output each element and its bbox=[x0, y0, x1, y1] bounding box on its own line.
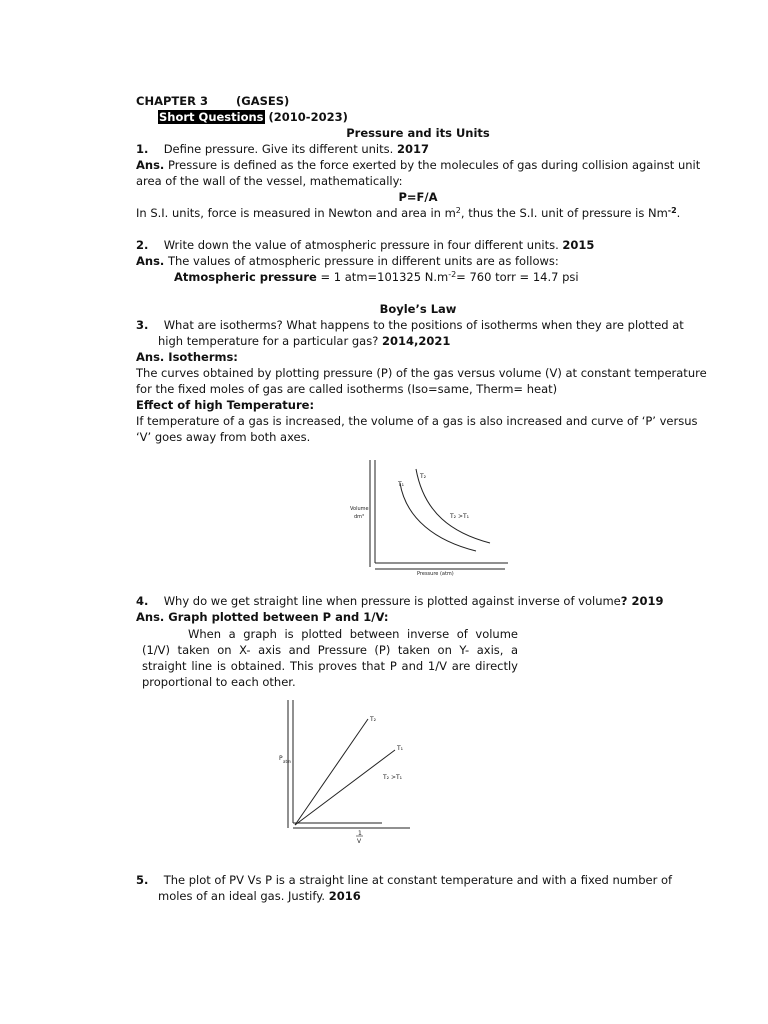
effect-line2: ‘V’ goes away from both axes. bbox=[136, 430, 311, 444]
pressure-vs-inverse-volume-figure bbox=[270, 695, 430, 850]
fig2-ylabel-sub: atm bbox=[283, 759, 291, 764]
fig1-t2-label: T₂ bbox=[420, 473, 427, 480]
answer-3-line2: for the fixed moles of gas are called isotherms (Iso=same, Therm= heat) bbox=[136, 382, 558, 396]
question-5-year: 2016 bbox=[328, 889, 361, 903]
atmospheric-pressure-values: Atmospheric pressure = 1 atm=101325 $N.m^{-2}= 760$ torr = 14.7 psi bbox=[174, 270, 579, 284]
fig1-ylabel-line2: dm³ bbox=[354, 514, 365, 520]
question-4-year: ? 2019 bbox=[620, 594, 664, 608]
fig2-line-t2 bbox=[295, 719, 368, 825]
fig2-t2-label: T₂ bbox=[370, 716, 377, 723]
answer-3-heading: Ans. Isotherms: bbox=[136, 350, 238, 364]
question-4-text: Why do we get straight line when pressure is plotted against inverse of volume bbox=[163, 594, 621, 608]
isotherm-figure bbox=[340, 455, 520, 580]
section-years: (2010-2023) bbox=[268, 110, 348, 124]
fig1-xlabel: Pressure (atm) bbox=[417, 571, 454, 577]
pressure-formula: P=F/A bbox=[398, 190, 438, 204]
answer-1-line1: Ans. Pressure is defined as the force exerted by the molecules of gas during collision against unit bbox=[136, 158, 701, 172]
fig2-relation-label: T₂ >T₁ bbox=[383, 774, 403, 781]
answer-2: Ans. The values of atmospheric pressure in different units are as follows: bbox=[136, 254, 559, 268]
answer-1-line2: area of the wall of the vessel, mathematically: bbox=[136, 174, 403, 188]
topic-title-pressure: Pressure and its Units bbox=[346, 126, 490, 140]
fig2-x-denominator: V bbox=[357, 838, 362, 845]
question-1-year: 2017 bbox=[396, 142, 429, 156]
question-2-text: Write down the value of atmospheric pressure in four different units. bbox=[163, 238, 559, 252]
question-5-line2: moles of an ideal gas. Justify. 2016 bbox=[158, 889, 361, 903]
fig2-ylabel: P bbox=[279, 755, 283, 762]
fig1-t1-label: T₁ bbox=[398, 481, 405, 488]
answer-1-units: In S.I. units, force is measured in Newton and area in $m^2$, thus the S.I. unit of pressure is $Nm^{-2}$. bbox=[136, 206, 681, 220]
fig1-ylabel-line1: Volume bbox=[350, 506, 369, 512]
section-heading bbox=[158, 109, 348, 125]
chapter-title: (GASES) bbox=[236, 94, 290, 108]
question-1: 1. Define pressure. Give its different units. 2017 bbox=[136, 142, 429, 156]
chapter-heading bbox=[136, 93, 289, 109]
question-4: 4. Why do we get straight line when pressure is plotted against inverse of volume? 2019 bbox=[136, 594, 664, 608]
question-3-line1: 3. What are isotherms? What happens to the positions of isotherms when they are plotted at bbox=[136, 318, 684, 332]
question-3-line2: high temperature for a particular gas? 2014,2021 bbox=[158, 334, 451, 348]
answer-4-paragraph: When a graph is plotted between inverse of volume (1/V) taken on X- axis and Pressure (P) taken on Y- axis, a straight line is obtained. This proves that P and 1/V are directly proportional to each other. bbox=[142, 627, 518, 689]
question-5-line1: 5. The plot of PV Vs P is a straight line at constant temperature and with a fixed number of bbox=[136, 873, 673, 887]
question-3-year: 2014,2021 bbox=[381, 334, 451, 348]
fig2-line-t1 bbox=[295, 750, 395, 825]
answer-3-line1: The curves obtained by plotting pressure (P) of the gas versus volume (V) at constant temperature bbox=[136, 366, 707, 380]
fig1-relation-label: T₂ >T₁ bbox=[450, 513, 470, 520]
question-2-year: 2015 bbox=[562, 238, 595, 252]
question-2: 2. Write down the value of atmospheric pressure in four different units. 2015 bbox=[136, 238, 595, 252]
topic-title-boyles-law: Boyle’s Law bbox=[379, 302, 457, 316]
section-label: Short Questions bbox=[159, 110, 264, 124]
fig2-t1-label: T₁ bbox=[397, 745, 404, 752]
question-1-text: Define pressure. Give its different units. bbox=[163, 142, 394, 156]
fig2-x-numerator: 1 bbox=[358, 830, 362, 837]
isotherm-curve-t2 bbox=[416, 469, 490, 543]
chapter-number: CHAPTER 3 bbox=[136, 94, 208, 108]
answer-4-heading: Ans. Graph plotted between P and 1/V: bbox=[136, 610, 389, 624]
effect-line1: If temperature of a gas is increased, the volume of a gas is also increased and curve of ‘P’ versus bbox=[136, 414, 698, 428]
effect-heading: Effect of high Temperature: bbox=[136, 398, 315, 412]
